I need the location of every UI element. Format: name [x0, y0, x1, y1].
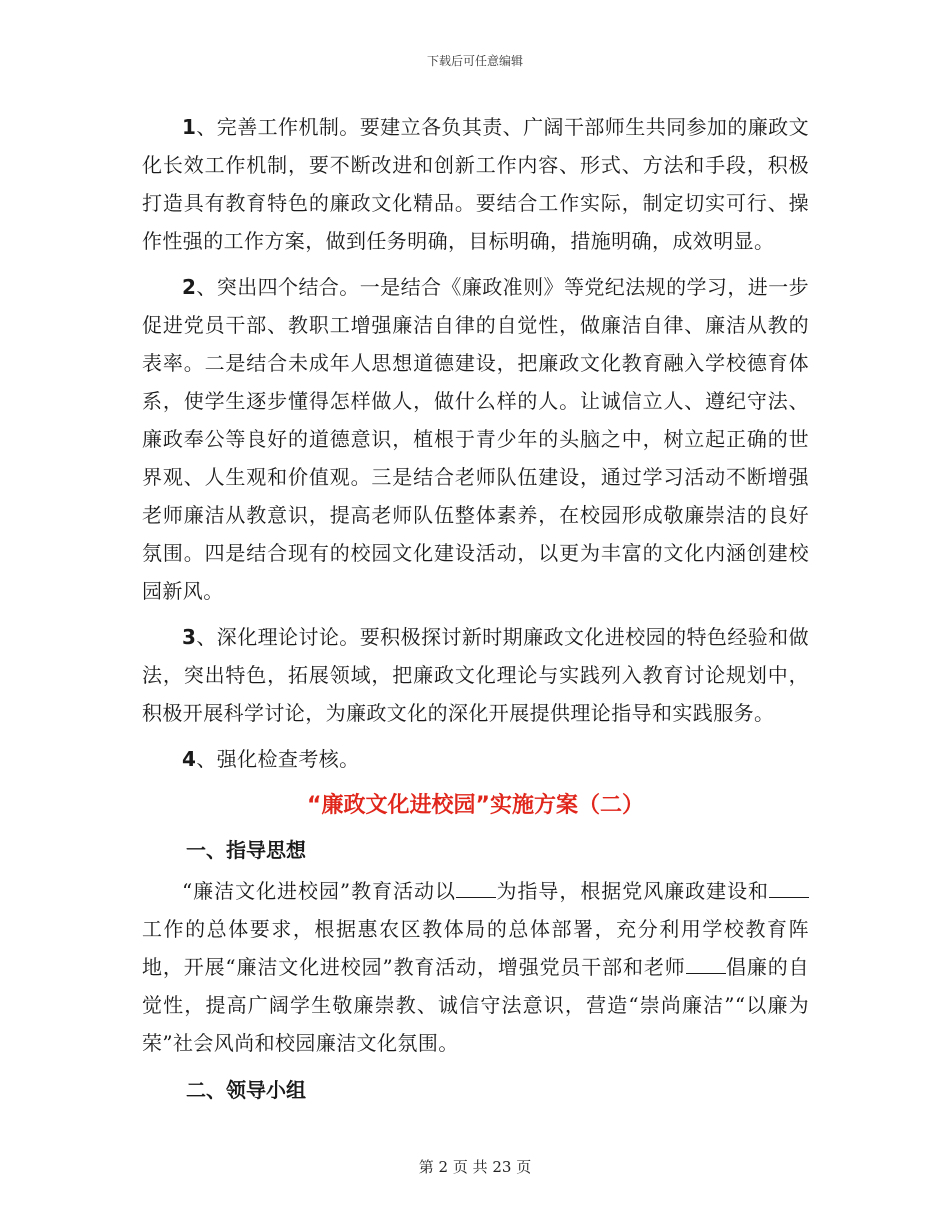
paragraph-text: “廉洁文化进校园”教育活动以 [182, 879, 456, 903]
paragraph-text: 工作的总体要求，根据惠农区教体局的总体部署，充分利用学校教育阵地，开展“廉洁文化进校园”教育活动，增强党员干部和老师 [142, 917, 809, 979]
page-footer: 第 2 页 共 23 页 [418, 1158, 532, 1176]
paragraph-text: 、深化理论讨论。要积极探讨新时期廉政文化进校园的特色经验和做法，突出特色，拓展领域，把廉政文化理论与实践列入教育讨论规划中，积极开展科学讨论，为廉政文化的深化开展提供理论指导和实践服务。 [142, 625, 809, 725]
item-number: 1 [182, 115, 197, 139]
item-number: 3 [182, 625, 197, 649]
subheading-guiding-ideology: 一、指导思想 [186, 838, 306, 862]
document-body [142, 108, 809, 1112]
blank-underline [686, 955, 726, 974]
blank-underline [769, 879, 809, 898]
paragraph-2 [142, 268, 809, 610]
paragraph-text: 倡廉的自觉性，提高广阔学生敬廉崇教、诚信守法意识，营造“崇尚廉洁”“以廉为荣”社会风尚和校园廉洁文化氛围。 [142, 955, 810, 1055]
paragraph-4 [142, 740, 809, 778]
page-header: 下载后可任意编辑 [426, 54, 523, 68]
paragraph-text: 为指导，根据党风廉政建设和 [495, 879, 769, 903]
paragraph-text: 、突出四个结合。一是结合《廉政准则》等党纪法规的学习，进一步促进党员干部、教职工增强廉洁自律的自觉性，做廉洁自律、廉洁从教的表率。二是结合未成年人思想道德建设，把廉政文化教育融入学校德育体系，使学生逐步懂得怎样做人，做什么样的人。让诚信立人、遵纪守法、廉政奉公等良好的道德意识，植根于青少年的头脑之中，树立起正确的世界观、人生观和价值观。三是结合老师队伍建设，通过学习活动不断增强老师廉洁从教意识，提高老师队伍整体素养，在校园形成敬廉崇洁的良好氛围。四是结合现有的校园文化建设活动，以更为丰富的文化内涵创建校园新风。 [142, 275, 809, 603]
item-number: 4 [182, 747, 197, 771]
paragraph-text: 、完善工作机制。要建立各负其责、广阔干部师生共同参加的廉政文化长效工作机制，要不断改进和创新工作内容、形式、方法和手段，积极打造具有教育特色的廉政文化精品。要结合工作实际，制定切实可行、操作性强的工作方案，做到任务明确，目标明确，措施明确，成效明显。 [142, 115, 809, 253]
item-number: 2 [182, 275, 197, 299]
section-title: “廉政文化进校园”实施方案（二） [307, 793, 644, 818]
paragraph-3 [142, 618, 809, 732]
paragraph-guiding-ideology [142, 872, 809, 1062]
paragraph-1 [142, 108, 809, 260]
subheading-leadership-group: 二、领导小组 [186, 1078, 306, 1102]
paragraph-text: 、强化检查考核。 [196, 747, 360, 771]
blank-underline [456, 879, 496, 898]
